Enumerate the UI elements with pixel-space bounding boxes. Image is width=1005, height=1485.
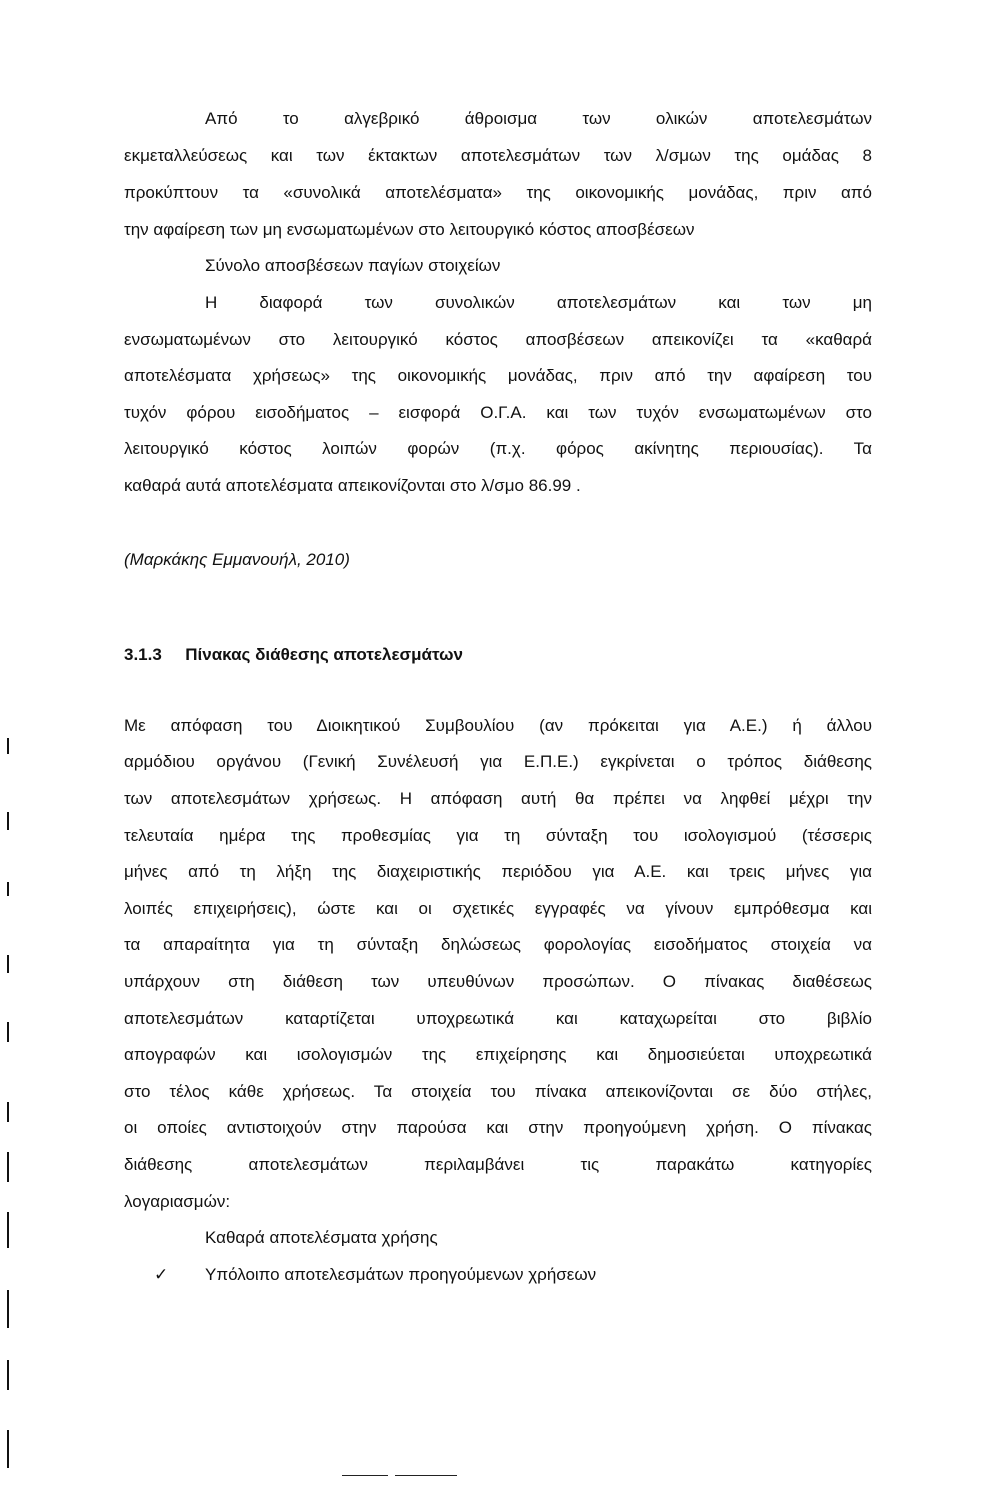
para1-line-5: Σύνολο αποσβέσεων παγίων στοιχείων — [205, 256, 501, 275]
check-icon: ✓ — [154, 1265, 169, 1284]
para2-line-10: απογραφών και ισολογισμών της επιχείρησης και δημοσιεύεται υποχρεωτικά — [124, 1045, 872, 1064]
para2-line-6: λοιπές επιχειρήσεις), ώστε και οι σχετικές εγγραφές να γίνουν εμπρόθεσμα και — [124, 899, 872, 918]
list-item — [154, 1265, 168, 1285]
para1-line-3: προκύπτουν τα «συνολικά αποτελέσματα» της οικονομικής μονάδας, πριν από — [124, 183, 872, 202]
para2-line-8: υπάρχουν στη διάθεση των υπευθύνων προσώπων. Ο πίνακας διαθέσεως — [124, 972, 872, 991]
para1-line-9: τυχόν φόρου εισοδήματος – εισφορά Ο.Γ.Α. και των τυχόν ενσωματωμένων στο — [124, 403, 872, 422]
margin-mark — [7, 812, 9, 830]
margin-mark — [7, 1290, 9, 1328]
margin-mark — [7, 1360, 9, 1390]
para1-line-1: Από το αλγεβρικό άθροισμα των ολικών αποτελεσμάτων — [205, 109, 872, 128]
footer-mark — [342, 1475, 388, 1476]
para1-line-4: την αφαίρεση των μη ενσωματωμένων στο λειτουργικό κόστος αποσβέσεων — [124, 220, 695, 239]
margin-mark — [7, 738, 9, 754]
para1-line-6: Η διαφορά των συνολικών αποτελεσμάτων και των μη — [205, 293, 872, 312]
list-item-text: Υπόλοιπο αποτελεσμάτων προηγούμενων χρήσεων — [205, 1265, 597, 1284]
para1-line-8: αποτελέσματα χρήσεως» της οικονομικής μονάδας, πριν από την αφαίρεση του — [124, 366, 872, 385]
list-item-text: Καθαρά αποτελέσματα χρήσης — [205, 1228, 438, 1247]
para2-line-2: αρμόδιου οργάνου (Γενική Συνέλευσή για Ε.Π.Ε.) εγκρίνεται ο τρόπος διάθεσης — [124, 752, 872, 771]
margin-mark — [7, 1022, 9, 1042]
margin-mark — [7, 955, 9, 973]
para2-line-5: μήνες από τη λήξη της διαχειριστικής περιόδου για Α.Ε. και τρεις μήνες για — [124, 862, 872, 881]
para2-line-13: διάθεσης αποτελεσμάτων περιλαμβάνει τις παρακάτω κατηγορίες — [124, 1155, 872, 1174]
para1-line-10: λειτουργικό κόστος λοιπών φορών (π.χ. φόρος ακίνητης περιουσίας). Τα — [124, 439, 872, 458]
para1-line-7: ενσωματωμένων στο λειτουργικό κόστος αποσβέσεων απεικονίζει τα «καθαρά — [124, 330, 872, 349]
citation: (Μαρκάκης Εμμανουήλ, 2010) — [124, 550, 350, 569]
margin-mark — [7, 1430, 9, 1468]
margin-mark — [7, 1212, 9, 1248]
para2-line-11: στο τέλος κάθε χρήσεως. Τα στοιχεία του πίνακα απεικονίζονται σε δύο στήλες, — [124, 1082, 872, 1101]
para2-line-12: οι οποίες αντιστοιχούν στην παρούσα και στην προηγούμενη χρήση. Ο πίνακας — [124, 1118, 872, 1137]
para2-line-4: τελευταία ημέρα της προθεσμίας για τη σύνταξη του ισολογισμού (τέσσερις — [124, 826, 872, 845]
section-heading — [124, 645, 463, 665]
section-number: 3.1.3 — [124, 645, 162, 664]
para1-line-2: εκμεταλλεύσεως και των έκτακτων αποτελεσμάτων των λ/σμων της ομάδας 8 — [124, 146, 872, 165]
para2-line-3: των αποτελεσμάτων χρήσεως. Η απόφαση αυτή θα πρέπει να ληφθεί μέχρι την — [124, 789, 872, 808]
margin-mark — [7, 882, 9, 896]
footer-mark — [395, 1475, 457, 1476]
para2-line-1: Με απόφαση του Διοικητικού Συμβουλίου (αν πρόκειται για Α.Ε.) ή άλλου — [124, 716, 872, 735]
para1-line-11: καθαρά αυτά αποτελέσματα απεικονίζονται στο λ/σμο 86.99 . — [124, 476, 581, 495]
margin-mark — [7, 1102, 9, 1122]
section-title: Πίνακας διάθεσης αποτελεσμάτων — [185, 645, 463, 664]
para2-line-14: λογαριασμών: — [124, 1192, 231, 1211]
para2-line-9: αποτελεσμάτων καταρτίζεται υποχρεωτικά και καταχωρείται στο βιβλίο — [124, 1009, 872, 1028]
margin-mark — [7, 1152, 9, 1182]
para2-line-7: τα απαραίτητα για τη σύνταξη δηλώσεως φορολογίας εισοδήματος στοιχεία να — [124, 935, 872, 954]
